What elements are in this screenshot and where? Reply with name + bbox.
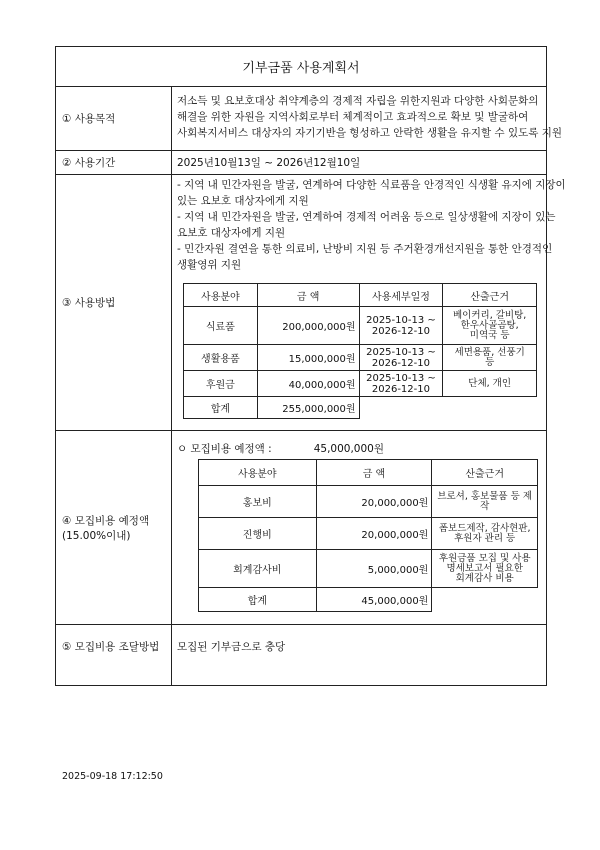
row-field: 홍보비 bbox=[199, 486, 317, 518]
estimate-value: 45,000,000원 bbox=[313, 443, 384, 455]
method-line: 생활영위 지원 bbox=[177, 259, 242, 271]
row-basis: 폼보드제작, 감사현판, 후원자 관리 등 bbox=[432, 518, 538, 550]
method-line: - 지역 내 민간자원을 발굴, 연계하여 다양한 식료품을 안경적인 식생활 유지에 지장이 bbox=[177, 179, 566, 191]
table-header-row bbox=[184, 284, 537, 307]
table-header-row bbox=[199, 460, 538, 486]
print-timestamp: 2025-09-18 17:12:50 bbox=[62, 771, 163, 782]
header-field: 사용분야 bbox=[199, 460, 317, 486]
row-field: 생활용품 bbox=[184, 345, 258, 371]
period-label: ② 사용기간 bbox=[56, 151, 172, 174]
method-line: 있는 요보호 대상자에게 지원 bbox=[177, 195, 309, 207]
purpose-line: 저소득 및 요보호대상 취약계층의 경제적 자립을 위한지원과 다양한 사회문화의 bbox=[177, 95, 539, 107]
method-row bbox=[56, 175, 566, 431]
row-basis: 단체, 개인 bbox=[443, 371, 537, 397]
row-basis: 브로셔, 홍보물품 등 제작 bbox=[432, 486, 538, 518]
purpose-line: 사회복지서비스 대상자의 자기기반을 형성하고 안락한 생활을 유지할 수 있도록 지원 bbox=[177, 127, 563, 139]
estimate-line bbox=[177, 441, 384, 456]
table-row bbox=[184, 307, 537, 345]
estimate-label: ㅇ 모집비용 예정액 : bbox=[177, 443, 272, 455]
total-label: 합계 bbox=[199, 588, 317, 612]
table-total-row bbox=[184, 397, 537, 419]
fund-cost-table bbox=[198, 459, 538, 612]
method-label: ③ 사용방법 bbox=[56, 175, 172, 430]
header-basis: 산출근거 bbox=[443, 284, 537, 307]
table-total-row bbox=[199, 588, 538, 612]
purpose-line: 해결을 위한 자원을 지역사회로부터 체계적이고 효과적으로 확보 및 발굴하여 bbox=[177, 111, 529, 123]
table-row bbox=[184, 345, 537, 371]
header-field: 사용분야 bbox=[184, 284, 258, 307]
row-amount: 20,000,000원 bbox=[316, 486, 432, 518]
row-amount: 5,000,000원 bbox=[316, 550, 432, 588]
header-amount: 금 액 bbox=[257, 284, 359, 307]
row-amount: 15,000,000원 bbox=[257, 345, 359, 371]
row-schedule: 2025-10-13 ~ 2026-12-10 bbox=[359, 371, 443, 397]
header-schedule: 사용세부일정 bbox=[359, 284, 443, 307]
purpose-row bbox=[56, 87, 563, 151]
table-row bbox=[184, 371, 537, 397]
funding-value: 모집된 기부금으로 충당 bbox=[177, 641, 286, 653]
plan-document bbox=[55, 46, 566, 686]
header-basis: 산출근거 bbox=[432, 460, 538, 486]
method-line: 요보호 대상자에게 지원 bbox=[177, 227, 286, 239]
total-label: 합계 bbox=[184, 397, 258, 419]
method-usage-table bbox=[183, 283, 537, 419]
row-field: 진행비 bbox=[199, 518, 317, 550]
row-schedule: 2025-10-13 ~ 2026-12-10 bbox=[359, 307, 443, 345]
table-row bbox=[199, 486, 538, 518]
period-value: 2025년10월13일 ~ 2026년12월10일 bbox=[177, 157, 361, 169]
row-amount: 200,000,000원 bbox=[257, 307, 359, 345]
row-amount: 20,000,000원 bbox=[316, 518, 432, 550]
fund-cost-label: ④ 모집비용 예정액 (15.00%이내) bbox=[56, 431, 172, 624]
row-basis: 베이커리, 갈비탕, 한우사골곰탕, 미역국 등 bbox=[443, 307, 537, 345]
row-schedule: 2025-10-13 ~ 2026-12-10 bbox=[359, 345, 443, 371]
method-line: - 민간자원 결연을 통한 의료비, 난방비 지원 등 주거환경개선지원을 통한 안경적인 bbox=[177, 243, 553, 255]
row-field: 후원금 bbox=[184, 371, 258, 397]
total-amount: 255,000,000원 bbox=[257, 397, 359, 419]
row-basis: 후원금품 모집 및 사용 명세보고서 필요한 회계감사 비용 bbox=[432, 550, 538, 588]
purpose-label: ① 사용목적 bbox=[56, 87, 172, 150]
method-line: - 지역 내 민간자원을 발굴, 연계하여 경제적 어려움 등으로 일상생활에 지장이 있는 bbox=[177, 211, 556, 223]
header-amount: 금 액 bbox=[316, 460, 432, 486]
funding-label: ⑤ 모집비용 조달방법 bbox=[56, 625, 172, 685]
row-field: 회계감사비 bbox=[199, 550, 317, 588]
document-title: 기부금품 사용계획서 bbox=[56, 47, 546, 87]
table-row bbox=[199, 518, 538, 550]
fund-cost-row bbox=[56, 431, 546, 625]
row-basis: 세면용품, 선풍기 등 bbox=[443, 345, 537, 371]
row-amount: 40,000,000원 bbox=[257, 371, 359, 397]
total-amount: 45,000,000원 bbox=[316, 588, 432, 612]
row-field: 식료품 bbox=[184, 307, 258, 345]
period-row bbox=[56, 151, 546, 175]
funding-row bbox=[56, 625, 546, 685]
table-row bbox=[199, 550, 538, 588]
